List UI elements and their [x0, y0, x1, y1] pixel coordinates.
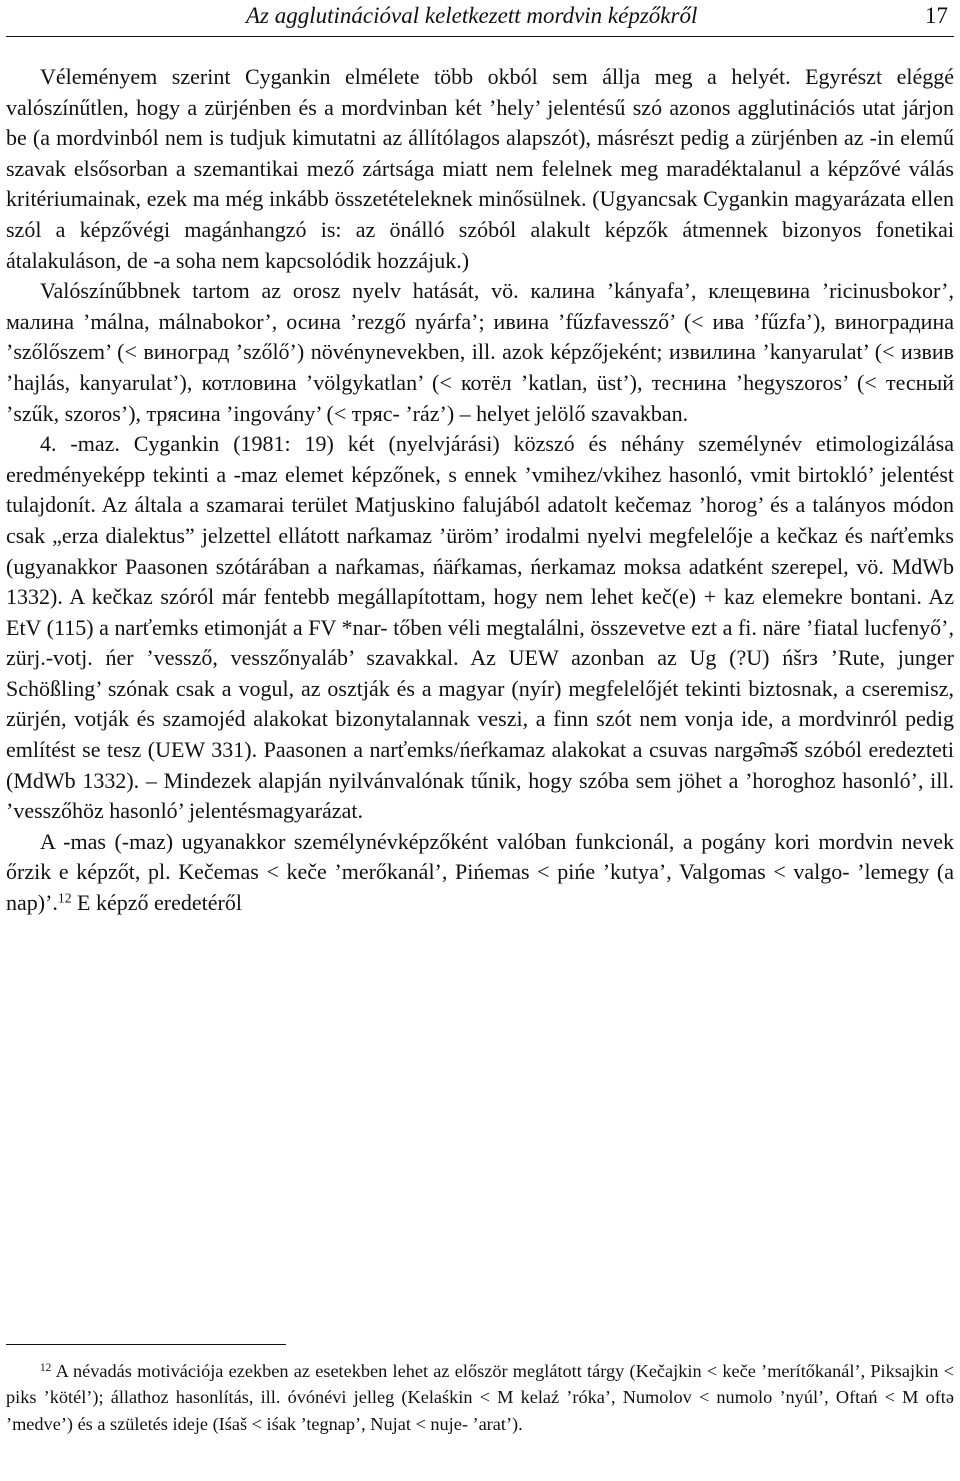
paragraph-4 — [6, 827, 954, 919]
paragraph-4-continuation: E képző eredetéről — [77, 890, 242, 916]
footnote-number: 12 — [40, 1361, 52, 1374]
paragraph-1: Véleményem szerint Cygankin elmélete több okból sem állja meg a helyét. Egyrészt eléggé valószínűtlen, hogy a zürjénben és a mordvinban két ’hely’ jelentésű szó azonos agglutinációs utat járjon be (a mordvinból nem is tudjuk kimutatni az állítólagos alapszót), másrészt pedig a zürjénben az -in elemű szavak elsősorban a szemantikai mező zártsága miatt nem felelnek meg maradéktalanul a képzővé válás kritériumainak, ezek ma még inkább összetételeknek minősülnek. (Ugyancsak Cygankin magyarázata ellen szól a képzővégi magánhangzó is: az önálló szóból alakult képzők átmennek bizonyos fonetikai átalakuláson, de -a soha nem kapcsolódik hozzájuk.) — [6, 64, 954, 273]
body-text — [6, 62, 954, 919]
running-header — [6, 0, 954, 37]
running-title: Az agglutinációval keletkezett mordvin képzőkről — [246, 3, 698, 28]
paragraph-3: 4. -maz. Cygankin (1981: 19) két (nyelvjárási) közszó és néhány személynév etimologizálása eredményeképp tekinti a -maz elemet képzőnek, s ennek ’vmihez/vkihez hasonló, vmit birtokló’ jelentést tulajdonít. Az általa a szamarai terület Matjuskino falujából adatolt kečemaz ’horog’ és a talányos módon csak „erza dialektus” jelzettel ellátott naŕkamaz ’üröm’ irodalmi nyelvi megfelelője a kečkaz és naŕťemks (ugyanakkor Paasonen szótárában a naŕkamas, ńäŕkamas, ńerkamaz moksa adatként szerepel, vö. MdWb 1332). A kečkaz szóról már fentebb megállapítottam, hogy nem lehet keč(e) + kaz elemekre bontani. Az EtV (115) a narťemks etimonját a FV *nar- tőben véli megtalálni, összevetve ezt a fi. näre ’fiatal lucfenyő’, zürj.-votj. ńer ’vessző, vesszőnyaláb’ szavakkal. Az UEW azonban az Ug (?U) ńšrз ’Rute, junger Schößling’ szónak csak a vogul, az osztják és a magyar (nyír) megfelelőjét tekinti biztosnak, a cseremisz, zürjén, votják és szamojéd alakokat bizonytalannak veszi, a finn szót nem vonja ide, a mordvinról pedig említést se tesz (UEW 331). Paasonen a narťemks/ńeŕkamaz alakokat a csuvas nargə̑mə̑š szóból eredezteti (MdWb 1332). – Mindezek alapján nyilvánvalónak tűnik, hogy szóba sem jöhet a ’horoghoz hasonló’, ill. ’vesszőhöz hasonló’ jelentésmagyarázat. — [6, 431, 954, 824]
footnote — [6, 1358, 954, 1437]
footnote-text: A névadás motivációja ezekben az esetekben lehet az először meglátott tárgy (Kečajkin < keče ’merítőkanál’, Piksajkin < piks ’kötél’); állathoz hasonlítás, ill. óvónévi jelleg (Kelaśkin < M kelaź ’róka’, Numolov < numolo ’nyúl’, Oftań < M oftə ’medve’) és a születés ideje (Iśaš < iśak ’tegnap’, Nujat < nuje- ’arat’). — [6, 1361, 954, 1434]
paragraph-2: Valószínűbbnek tartom az orosz nyelv hatását, vö. калина ’kányafa’, клещевина ’ricinusbokor’, малина ’málna, málnabokor’, осина ’rezgő nyárfa’; ивина ’fűzfavessző’ (< ива ’fűzfa’), виноградина ’szőlőszem’ (< виноград ’szőlő’) növénynevekben, ill. azok képzőjeként; извилина ’kanyarulat’ (< извив ’hajlás, kanyarulat’), котловина ’völgykatlan’ (< котёл ’katlan, üst’), теснина ’hegyszoros’ (< тесный ’szűk, szoros’), трясина ’ingovány’ (< тряс- ’ráz’) – helyet jelölő szavakban. — [6, 278, 954, 426]
page-number: 17 — [925, 3, 948, 28]
paragraph-4-text: A -mas (-maz) ugyanakkor személynévképzőként valóban funkcionál, a pogány kori mordvin nevek őrzik e képzőt, pl. Kečemas < keče ’merőkanál’, Pińemas < pińe ’kutya’, Valgomas < valgo- ’lemegy (a nap)’. — [6, 828, 954, 916]
footnote-reference[interactable]: 12 — [57, 890, 72, 906]
footnote-separator — [6, 1344, 286, 1345]
